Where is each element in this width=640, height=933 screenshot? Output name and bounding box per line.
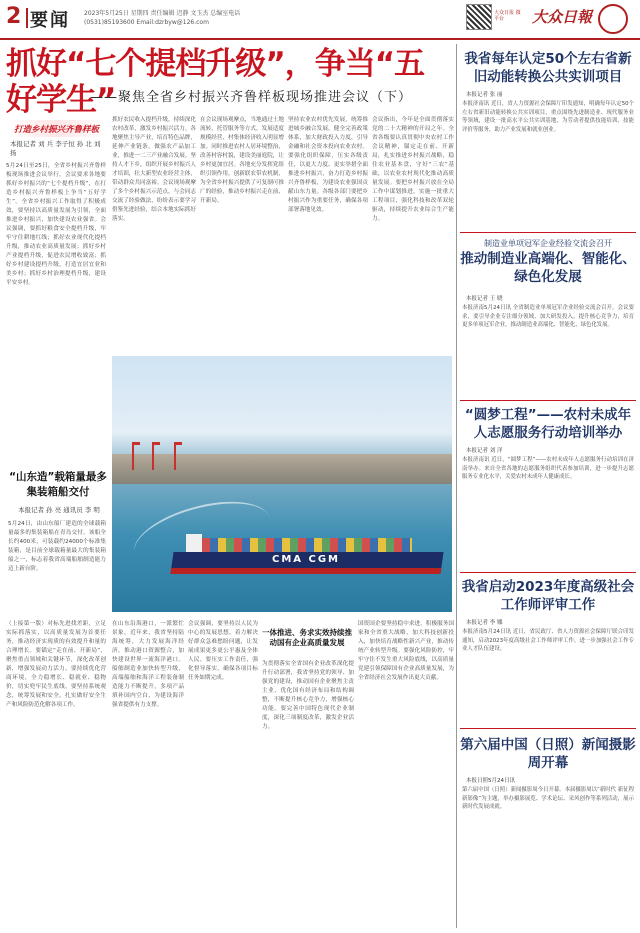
right-article-3-text: 本报济南讯 近日，“圆梦工程”——农村未成年人志愿服务行动培训在济南举办。来自全省各地的志愿服务组织代表参加培训，进一步提升志愿服务专业化水平，关爱农村未成年人健康成长。 (462, 457, 634, 481)
right-article-5-text: 第六届中国（日照）新闻摄影周今日开幕。本届摄影周以“新时代 新征程 新影像”为主题，举办摄影展览、学术论坛、采风创作等系列活动，展示新时代发展成就。 (462, 787, 634, 811)
right-article-5-title: 第六届中国（日照）新闻摄影周开幕 (460, 737, 636, 771)
masthead-meta: 2023年5月25日 星期四 责任编辑 迟静 文玉杰 总编室电话(0531)85193600 Email:dzrbyw@126.com (84, 10, 241, 26)
masthead-divider (26, 8, 28, 28)
crane-icon (152, 442, 160, 470)
lower-column-4: 为贯彻落实全省国有企业改革深化提升行动部署，我省坚持党的领导、加强党的建设，推动国有企业聚焦主责主业，优化国有经济布局和结构调整，不断提升核心竞争力，增强核心功能。要完善中国特色现代企业制度，深化三项制度改革，激发企业活力。 (262, 661, 354, 730)
qr1-label: 大众日报 微平台 (494, 10, 521, 22)
article-column-4: 坚持农业农村优先发展，统筹推进城乡融合发展，健全完善政策体系，加大财政投入力度，引导金融和社会资本投向农业农村。要强化组织保障，压实各级责任，以更大力度、更实举措全面推进乡村振兴，奋力打造乡村振兴齐鲁样板，为建设农业强国贡献山东力量。各级各部门要把乡村振兴作为重要任务，确保各项部署落地见效。 (288, 117, 368, 213)
photo-caption-text: 5月24日，由山东船厂建造的全球载箱量最多的集装箱船在青岛交付。该船全长约400米，可装载约24000个标准集装箱，是目前全球载箱量最大的集装箱船之一，标志着我省高端船舶制造能力迈上新台阶。 (8, 521, 106, 572)
right-article-2-kicker: 制造业单项冠军企业经验交流会召开 (484, 239, 612, 248)
newspaper-logo: 大众日報 (532, 8, 593, 26)
right-article-1-text: 本报济南讯 近日，省人力资源社会保障厅印发通知，明确每年认定50个左右省新旧动能转换公共实训项目，重点围绕先进制造业、现代服务业等领域，建设一批高水平公共实训基地，为劳动者提供技能培训、技能评价等服务，助力产业发展和就业创业。 (462, 101, 634, 133)
right-article-2-text: 本报济南5月24日讯 全省制造业单项冠军企业经验交流会召开。会议要求，要引导企业专注细分领域，加大研发投入，提升核心竞争力，培育更多单项冠军企业，推动制造业高端化、智能化、绿色化发展。 (462, 305, 634, 329)
right-article-3-title: “圆梦工程”——农村未成年人志愿服务行动培训举办 (464, 407, 632, 441)
crane-icon (174, 442, 182, 470)
main-byline: 本报记者 刘 兵 李子恒 孙 北 刘 扬 (10, 140, 101, 157)
right-article-4-text: 本报济南5月24日讯 近日，省民政厅、省人力资源社会保障厅联合印发通知，启动2023年度高级社会工作师评审工作，进一步加强社会工作专业人才队伍建设。 (462, 629, 634, 653)
topic-badge-label: 打造乡村振兴齐鲁样板 (14, 125, 100, 135)
lower-column-3: 会议强调，要坚持以人民为中心的发展思想，着力解决好群众急难愁盼问题，让发展成果更多更公平惠及全体人民。要压实工作责任，强化督导落实，确保各项目标任务如期完成。 (188, 621, 258, 681)
photo-caption-title: “山东造”载箱量最多集装箱船交付 (9, 471, 107, 498)
right-article-1-title: 我省每年认定50个左右省新旧动能转换公共实训项目 (464, 51, 632, 85)
section-divider (460, 232, 636, 233)
section-divider (460, 572, 636, 573)
right-article-2-byline: 本报记者 王 晓 (466, 296, 503, 302)
article-column-5: 会议指出，今年是全面贯彻落实党的二十大精神的开局之年。全省各级要认真贯彻中央农村工作会议精神，锚定走在前、开新局，扎实推进乡村振兴战略，稳住农业基本盘，守好“三农”基础，以农业农村现代化推动高质量发展。要把乡村振兴放在全局工作中谋划推进，实施一批重大工程项目，强化科技和改革双轮驱动，持续提升农业综合生产能力。 (372, 117, 454, 222)
main-headline: 抓好“七个提档升级”，争当“五好学生” (6, 46, 425, 118)
lower-column-2: 在山东沿海港口，一派繁忙景象。近年来，我省坚持陆海统筹，大力发展海洋经济，推动港口资源整合，加快建设世界一流海洋港口。船舶制造业加快转型升级，高端船舶和海洋工程装备制造能力不断提升，多项产品填补国内空白，为建设海洋强省提供有力支撑。 (112, 621, 184, 708)
article-column-3: 在会议现场观摩点，当地通过土地流转、托管服务等方式，发展适度规模经营，村集体经济收入明显增加。同时推进农村人居环境整治，改善村容村貌，建设美丽庭院，让乡村更加宜居。各地充分发挥党组织引领作用，创新联农带农机制，为全省乡村振兴提供了可复制可推广的经验，推动乡村振兴走在前、开新局。 (200, 117, 284, 204)
right-article-4-byline: 本报记者 李 娜 (466, 620, 503, 626)
photo-shoreline (112, 454, 452, 484)
hull-lettering: CMA CGM (272, 554, 341, 565)
right-article-4-title: 我省启动2023年度高级社会工作师评审工作 (461, 579, 635, 613)
article-column-2: 抓好农民收入提档升级，持续深化农村改革，激发乡村振兴活力。各地聚焦主导产业，培育特色品牌，延伸产业链条，做强农产品加工业，推进一二三产业融合发展。坚持人才下乡，组织开展乡村振兴人才培训，壮大新型农业经营主体，带动群众共同富裕。会议现场观摩了多个乡村振兴示范点，与会同志交流了经验做法，纷纷表示要学习借鉴先进经验，结合本地实际抓好落实。 (112, 117, 196, 222)
qr-code-icon (466, 4, 492, 30)
page-number: 2 (6, 4, 22, 29)
right-article-5-byline: 本报日照5月24日讯 (466, 778, 515, 784)
crane-icon (132, 442, 140, 470)
lower-column-1: （上接第一版）对标先进找差距，立足实际抓落实，以高质量发展为首要任务，推动经济实现质的有效提升和量的合理增长。要锚定“走在前、开新局”，聚焦重点领域和关键环节，深化改革创新，增强发展动力活力。要持续优化营商环境，全力稳增长、稳就业、稳物价，切实兜牢民生底线。要坚持系统观念，统筹发展和安全，扎实做好安全生产和风险防范化解各项工作。 (6, 621, 106, 708)
right-article-2-title: 推动制造业高端化、智能化、绿色化发展 (460, 251, 636, 285)
section-divider (460, 728, 636, 729)
right-article-1-byline: 本报记者 张 丽 (466, 92, 503, 98)
container-ship-photo (112, 356, 452, 612)
lower-article-title: 一体推进、务求实效持续推动国有企业高质量发展 (262, 628, 352, 647)
column-rule (456, 44, 457, 928)
right-article-3-byline: 本报记者 刘 洋 (466, 448, 503, 454)
ship-bridge (186, 534, 202, 554)
section-title: 要闻 (30, 10, 70, 31)
lower-column-5: 国资国企要坚持稳中求进，积极服务国家和全省重大战略，加大科技创新投入，加快培育战略性新兴产业，推动传统产业转型升级。要强化风险防控，牢牢守住不发生重大风险底线，以高质量党建引领保障国有企业高质量发展，为全省经济社会发展作出更大贡献。 (358, 621, 454, 681)
topic-badge (6, 120, 108, 137)
container-ship (172, 534, 442, 574)
photo-caption-byline: 本报记者 孙 亮 通讯员 李 明 (18, 506, 100, 514)
main-subhead: ——聚焦全省乡村振兴齐鲁样板现场推进会议（下） (90, 90, 413, 105)
section-divider (460, 400, 636, 401)
logo-emblem-icon (598, 4, 628, 34)
article-column-1: 5月24日至25日，全省乡村振兴齐鲁样板现场推进会议举行。会议要求各地要抓好乡村振兴的“七个提档升级”，在打造乡村振兴齐鲁样板上争当“五好学生”。全省乡村振兴工作取得了积极成效，要坚持以高质量发展为引领，全面推进乡村振兴，加快建设农业强省。会议强调，要抓好粮食安全提档升级，牢牢守住耕地红线；抓好农业现代化提档升级，推动农业高质量发展；抓好乡村产业提档升级，促进农民增收致富；抓好乡村建设提档升级，打造宜居宜业和美乡村；抓好乡村治理提档升级，建设平安乡村。 (6, 163, 106, 286)
masthead (0, 0, 640, 40)
